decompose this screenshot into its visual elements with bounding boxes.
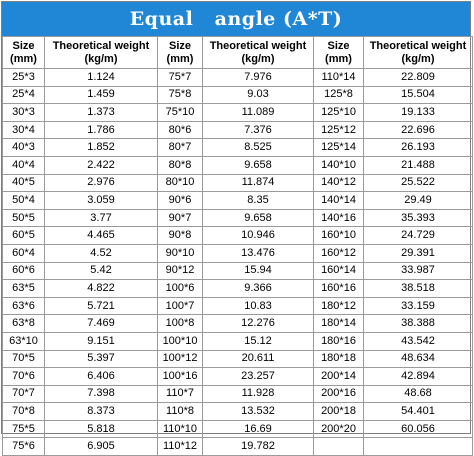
weight-cell: 11.928 <box>203 385 314 403</box>
size-cell: 75*5 <box>3 420 45 438</box>
size-cell: 70*8 <box>3 403 45 421</box>
weight-cell: 26.193 <box>364 139 473 157</box>
size-header: Size (mm) <box>3 37 45 69</box>
size-cell: 160*12 <box>314 244 364 262</box>
size-cell: 75*10 <box>158 104 203 122</box>
weight-cell: 1.459 <box>45 86 158 104</box>
table-row <box>3 104 473 122</box>
table-row <box>3 403 473 421</box>
size-cell: 80*8 <box>158 156 203 174</box>
weight-cell: 21.488 <box>364 156 473 174</box>
size-cell: 90*6 <box>158 192 203 210</box>
weight-cell: 7.376 <box>203 121 314 139</box>
size-cell: 110*7 <box>158 385 203 403</box>
weight-cell: 38.518 <box>364 280 473 298</box>
size-cell: 80*10 <box>158 174 203 192</box>
size-cell: 140*10 <box>314 156 364 174</box>
table-row <box>3 332 473 350</box>
size-cell: 70*6 <box>3 368 45 386</box>
weight-cell: 3.77 <box>45 209 158 227</box>
weight-cell: 10.83 <box>203 297 314 315</box>
weight-cell: 10.946 <box>203 227 314 245</box>
table-row <box>3 69 473 87</box>
weight-cell: 15.504 <box>364 86 473 104</box>
weight-cell: 19.133 <box>364 104 473 122</box>
size-cell: 40*3 <box>3 139 45 157</box>
weight-cell: 6.406 <box>45 368 158 386</box>
size-cell: 90*7 <box>158 209 203 227</box>
size-cell: 180*12 <box>314 297 364 315</box>
weight-header: Theoretical weight (kg/m) <box>364 37 473 69</box>
weight-cell: 4.822 <box>45 280 158 298</box>
weight-cell: 11.089 <box>203 104 314 122</box>
weight-cell: 48.634 <box>364 350 473 368</box>
weight-cell: 22.809 <box>364 69 473 87</box>
size-cell: 75*8 <box>158 86 203 104</box>
weight-cell: 3.059 <box>45 192 158 210</box>
weight-cell: 1.786 <box>45 121 158 139</box>
weight-cell: 54.401 <box>364 403 473 421</box>
table-row <box>3 209 473 227</box>
size-cell: 70*5 <box>3 350 45 368</box>
size-cell: 40*4 <box>3 156 45 174</box>
size-cell: 125*12 <box>314 121 364 139</box>
weight-cell: 7.469 <box>45 315 158 333</box>
size-cell: 110*10 <box>158 420 203 438</box>
size-header: Size (mm) <box>314 37 364 69</box>
size-cell: 63*8 <box>3 315 45 333</box>
weight-cell: 9.151 <box>45 332 158 350</box>
size-cell: 125*14 <box>314 139 364 157</box>
weight-cell: 11.874 <box>203 174 314 192</box>
header-row <box>3 37 473 69</box>
size-cell: 100*6 <box>158 280 203 298</box>
table-row <box>3 86 473 104</box>
weight-header: Theoretical weight (kg/m) <box>203 37 314 69</box>
weight-cell <box>364 438 473 456</box>
size-cell: 160*16 <box>314 280 364 298</box>
size-cell: 180*18 <box>314 350 364 368</box>
weight-cell: 29.49 <box>364 192 473 210</box>
table-row <box>3 350 473 368</box>
size-cell: 200*14 <box>314 368 364 386</box>
weight-cell: 12.276 <box>203 315 314 333</box>
table-row <box>3 368 473 386</box>
size-cell: 75*6 <box>3 438 45 456</box>
size-cell <box>314 438 364 456</box>
size-cell: 40*5 <box>3 174 45 192</box>
table-title: Equal angle (A*T) <box>2 2 470 36</box>
weight-cell: 8.373 <box>45 403 158 421</box>
table-row <box>3 244 473 262</box>
weight-cell: 1.852 <box>45 139 158 157</box>
weight-cell: 5.721 <box>45 297 158 315</box>
size-cell: 30*4 <box>3 121 45 139</box>
size-cell: 63*5 <box>3 280 45 298</box>
size-cell: 110*14 <box>314 69 364 87</box>
table-row <box>3 156 473 174</box>
size-cell: 200*20 <box>314 420 364 438</box>
weight-grid <box>2 36 473 456</box>
weight-cell: 9.03 <box>203 86 314 104</box>
table-row <box>3 192 473 210</box>
weight-cell: 5.818 <box>45 420 158 438</box>
size-cell: 100*16 <box>158 368 203 386</box>
weight-cell: 33.159 <box>364 297 473 315</box>
size-cell: 140*16 <box>314 209 364 227</box>
weight-cell: 9.658 <box>203 209 314 227</box>
size-cell: 100*7 <box>158 297 203 315</box>
weight-cell: 16.69 <box>203 420 314 438</box>
weight-cell: 29.391 <box>364 244 473 262</box>
weight-cell: 8.35 <box>203 192 314 210</box>
weight-header: Theoretical weight (kg/m) <box>45 37 158 69</box>
weight-cell: 2.422 <box>45 156 158 174</box>
size-cell: 90*10 <box>158 244 203 262</box>
weight-cell: 13.476 <box>203 244 314 262</box>
table-row <box>3 174 473 192</box>
size-cell: 100*10 <box>158 332 203 350</box>
size-cell: 160*14 <box>314 262 364 280</box>
table-row <box>3 385 473 403</box>
size-cell: 110*12 <box>158 438 203 456</box>
weight-cell: 7.976 <box>203 69 314 87</box>
size-cell: 60*4 <box>3 244 45 262</box>
weight-cell: 4.52 <box>45 244 158 262</box>
weight-cell: 13.532 <box>203 403 314 421</box>
size-cell: 200*18 <box>314 403 364 421</box>
size-cell: 60*5 <box>3 227 45 245</box>
table-row <box>3 280 473 298</box>
size-cell: 160*10 <box>314 227 364 245</box>
size-cell: 80*6 <box>158 121 203 139</box>
weight-cell: 8.525 <box>203 139 314 157</box>
weight-cell: 42.894 <box>364 368 473 386</box>
size-cell: 75*7 <box>158 69 203 87</box>
size-cell: 140*12 <box>314 174 364 192</box>
table-row <box>3 139 473 157</box>
size-cell: 80*7 <box>158 139 203 157</box>
table-row <box>3 315 473 333</box>
size-cell: 125*8 <box>314 86 364 104</box>
weight-cell: 43.542 <box>364 332 473 350</box>
size-cell: 25*3 <box>3 69 45 87</box>
weight-cell: 22.696 <box>364 121 473 139</box>
table-row <box>3 121 473 139</box>
weight-cell: 20.611 <box>203 350 314 368</box>
weight-cell: 23.257 <box>203 368 314 386</box>
weight-cell: 24.729 <box>364 227 473 245</box>
weight-cell: 15.94 <box>203 262 314 280</box>
size-cell: 100*8 <box>158 315 203 333</box>
table-row <box>3 262 473 280</box>
size-cell: 180*14 <box>314 315 364 333</box>
weight-cell: 5.397 <box>45 350 158 368</box>
size-cell: 63*10 <box>3 332 45 350</box>
table-row <box>3 297 473 315</box>
equal-angle-weight-table <box>1 1 471 453</box>
size-cell: 63*6 <box>3 297 45 315</box>
weight-cell: 60.056 <box>364 420 473 438</box>
weight-cell: 4.465 <box>45 227 158 245</box>
weight-cell: 33.987 <box>364 262 473 280</box>
weight-cell: 25.522 <box>364 174 473 192</box>
weight-cell: 5.42 <box>45 262 158 280</box>
weight-cell: 1.124 <box>45 69 158 87</box>
weight-cell: 1.373 <box>45 104 158 122</box>
size-cell: 50*5 <box>3 209 45 227</box>
weight-cell: 7.398 <box>45 385 158 403</box>
size-cell: 25*4 <box>3 86 45 104</box>
size-cell: 100*12 <box>158 350 203 368</box>
weight-cell: 19.782 <box>203 438 314 456</box>
weight-cell: 9.658 <box>203 156 314 174</box>
table-row <box>3 420 473 438</box>
size-cell: 180*16 <box>314 332 364 350</box>
size-cell: 140*14 <box>314 192 364 210</box>
weight-cell: 9.366 <box>203 280 314 298</box>
size-cell: 110*8 <box>158 403 203 421</box>
weight-cell: 35.393 <box>364 209 473 227</box>
weight-cell: 15.12 <box>203 332 314 350</box>
size-cell: 50*4 <box>3 192 45 210</box>
size-cell: 60*6 <box>3 262 45 280</box>
weight-cell: 2.976 <box>45 174 158 192</box>
size-cell: 90*8 <box>158 227 203 245</box>
size-cell: 90*12 <box>158 262 203 280</box>
size-header: Size (mm) <box>158 37 203 69</box>
weight-cell: 38.388 <box>364 315 473 333</box>
table-row <box>3 227 473 245</box>
weight-cell: 48.68 <box>364 385 473 403</box>
size-cell: 125*10 <box>314 104 364 122</box>
size-cell: 200*16 <box>314 385 364 403</box>
table-row <box>3 438 473 456</box>
size-cell: 70*7 <box>3 385 45 403</box>
size-cell: 30*3 <box>3 104 45 122</box>
weight-cell: 6.905 <box>45 438 158 456</box>
